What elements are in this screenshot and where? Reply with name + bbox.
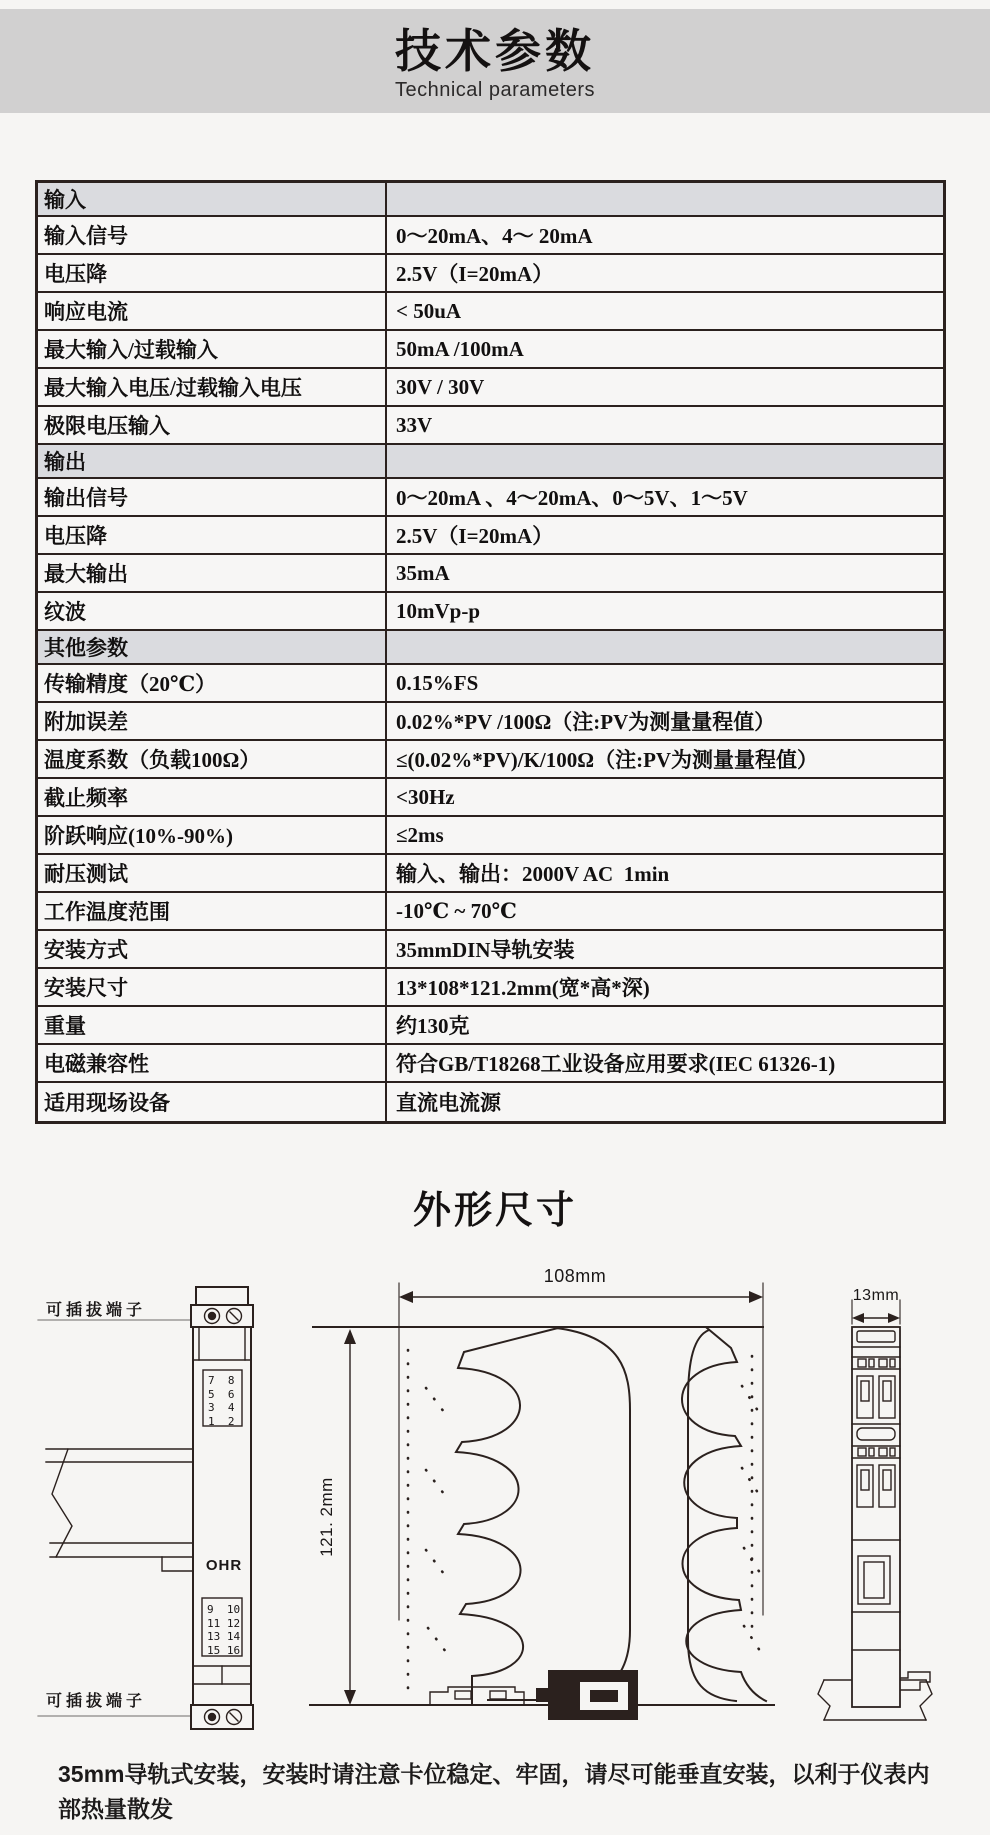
- terminal-number: 13 14: [207, 1630, 241, 1643]
- pluggable-terminal-label-top: 可插拔端子: [46, 1302, 147, 1319]
- table-row: [38, 665, 943, 703]
- terminal-number: 11 12: [207, 1616, 241, 1630]
- table-row: [38, 855, 943, 893]
- row-value: [385, 631, 943, 663]
- row-label: 最大输入电压/过载输入电压: [44, 376, 302, 400]
- dim-width-108mm: 108mm: [543, 1266, 607, 1286]
- row-label: 截止频率: [44, 786, 128, 810]
- terminal-number: 5 6: [208, 1387, 235, 1401]
- dim-width-13mm: 13mm: [852, 1287, 900, 1304]
- row-label: 阶跃响应(10%-90%): [44, 824, 233, 848]
- mounting-note: 35mm导轨式安装，安装时请注意卡位稳定、牢固，请尽可能垂直安装，以利于仪表内部热量散发: [58, 1761, 930, 1822]
- table-row: [38, 255, 943, 293]
- row-value: 0.02%*PV /100Ω（注:PV为测量量程值）: [385, 703, 943, 739]
- table-row: [38, 741, 943, 779]
- table-row: [38, 893, 943, 931]
- row-value: 0～20mA 、4～20mA、0～5V、1～5V: [385, 479, 943, 515]
- table-row: [38, 1007, 943, 1045]
- row-value: 输入、输出：2000V AC 1min: [385, 855, 943, 891]
- row-value: -10℃ ~ 70℃: [385, 893, 943, 929]
- dim-arrows: [344, 1291, 900, 1705]
- table-section-row: [38, 631, 943, 665]
- row-label: 适用现场设备: [44, 1091, 170, 1115]
- module-front-view: [852, 1327, 900, 1707]
- brand-logo: OHR: [205, 1557, 243, 1574]
- row-value: 2.5V（I=20mA）: [385, 255, 943, 291]
- row-label: 输入信号: [44, 224, 128, 248]
- row-label: 极限电压输入: [44, 414, 170, 438]
- dimensions-section-title: 外形尺寸: [412, 1190, 577, 1232]
- page-title: 技术参数: [395, 25, 595, 77]
- row-label: 工作温度范围: [44, 900, 170, 924]
- table-row: [38, 817, 943, 855]
- page-subtitle: Technical parameters: [394, 79, 596, 101]
- row-value: ≤2ms: [385, 817, 943, 853]
- row-label: 输出信号: [44, 486, 128, 510]
- leader-lines: [38, 1320, 191, 1716]
- row-label: 响应电流: [44, 300, 128, 324]
- terminal-number: 7 8: [208, 1374, 235, 1387]
- pluggable-terminal-label-bottom: 可插拔端子: [46, 1693, 147, 1710]
- terminal-numbers-bottom: [202, 1600, 242, 1657]
- row-label: 耐压测试: [44, 862, 128, 886]
- module-side-view: [191, 1287, 253, 1729]
- row-value: 35mA: [385, 555, 943, 591]
- terminal-number: 15 16: [207, 1643, 241, 1657]
- row-label: 传输精度（20℃）: [44, 672, 217, 696]
- profile-outline: [310, 1327, 774, 1705]
- terminal-number: 1 2: [208, 1414, 235, 1428]
- row-value: 0～20mA、4～ 20mA: [385, 217, 943, 253]
- row-label: 最大输入/过载输入: [44, 338, 218, 362]
- table-row: [38, 703, 943, 741]
- row-label: 安装方式: [44, 938, 128, 962]
- row-value: 30V / 30V: [385, 369, 943, 405]
- row-label: 输入: [44, 188, 86, 212]
- row-label: 最大输出: [44, 562, 128, 586]
- row-value: < 50uA: [385, 293, 943, 329]
- row-label: 附加误差: [44, 710, 128, 734]
- row-value: 0.15%FS: [385, 665, 943, 701]
- row-label: 重量: [44, 1014, 86, 1038]
- table-row: [38, 217, 943, 255]
- table-row: [38, 1045, 943, 1083]
- row-label: 安装尺寸: [44, 976, 128, 1000]
- row-label: 电磁兼容性: [44, 1052, 149, 1076]
- dim-lines-middle: [350, 1283, 763, 1694]
- rail-clip-detail: [430, 1687, 524, 1705]
- row-value: 直流电流源: [385, 1083, 943, 1121]
- table-row: [38, 331, 943, 369]
- terminal-number: 9 10: [207, 1603, 241, 1616]
- row-label: 电压降: [44, 524, 107, 548]
- dimension-drawings: [0, 1080, 990, 1780]
- row-value: 10mVp-p: [385, 593, 943, 629]
- row-value: [385, 445, 943, 477]
- table-section-row: [38, 445, 943, 479]
- table-row: [38, 931, 943, 969]
- table-row: [38, 407, 943, 445]
- din-rail-side: [46, 1449, 193, 1571]
- row-label: 温度系数（负载100Ω）: [44, 748, 261, 772]
- table-section-row: [38, 183, 943, 217]
- terminal-numbers-top: [203, 1371, 242, 1428]
- table-row: [38, 779, 943, 817]
- row-label: 输出: [44, 450, 86, 474]
- table-row: [38, 479, 943, 517]
- table-row: [38, 555, 943, 593]
- table-row: [38, 517, 943, 555]
- table-row: [38, 369, 943, 407]
- row-value: <30Hz: [385, 779, 943, 815]
- terminal-number: 3 4: [208, 1401, 235, 1414]
- row-value: [385, 183, 943, 215]
- row-label: 电压降: [44, 262, 107, 286]
- row-value: 35mmDIN导轨安装: [385, 931, 943, 967]
- dim-depth-121mm: 121. 2mm: [317, 1477, 336, 1557]
- table-row: [38, 593, 943, 631]
- vent-dots: [408, 1350, 762, 1690]
- spec-table: [35, 180, 946, 1124]
- row-value: 13*108*121.2mm(宽*高*深): [385, 969, 943, 1005]
- row-label: 纹波: [44, 600, 86, 624]
- row-value: ≤(0.02%*PV)/K/100Ω（注:PV为测量量程值）: [385, 741, 943, 777]
- row-value: 50mA /100mA: [385, 331, 943, 367]
- table-row: [38, 969, 943, 1007]
- row-value: 2.5V（I=20mA）: [385, 517, 943, 553]
- row-value: 约130克: [385, 1007, 943, 1043]
- row-label: 其他参数: [44, 636, 128, 660]
- row-value: 33V: [385, 407, 943, 443]
- row-value: 符合GB/T18268工业设备应用要求(IEC 61326-1): [385, 1045, 943, 1081]
- table-row: [38, 293, 943, 331]
